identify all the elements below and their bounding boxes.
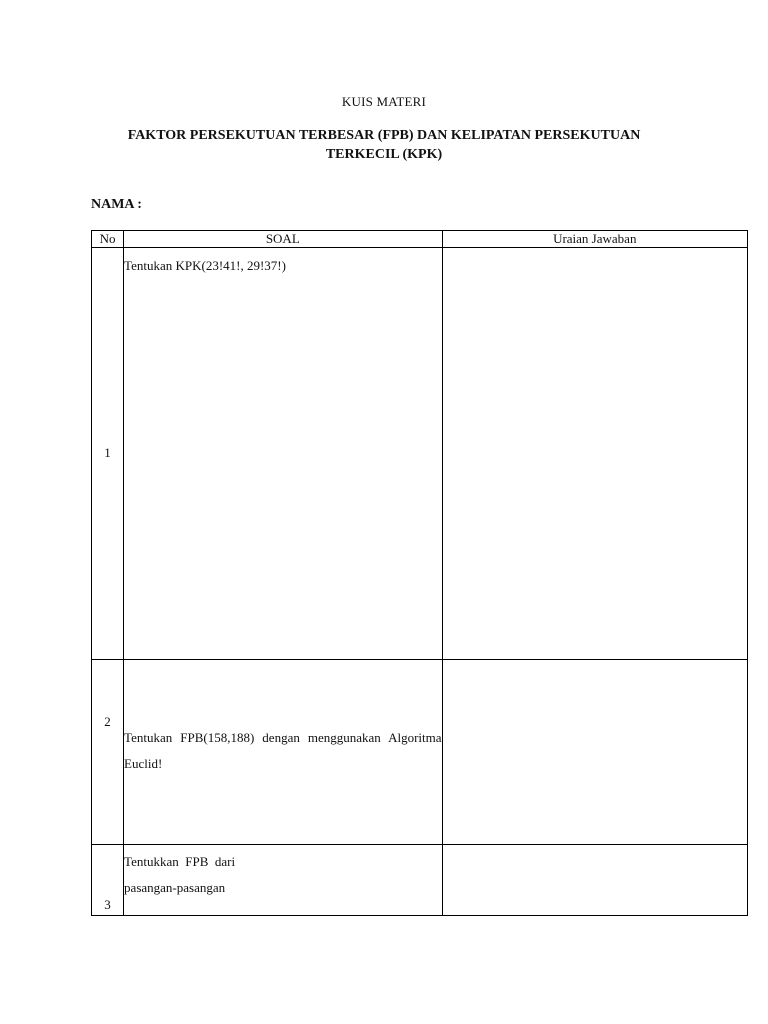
question-table (91, 230, 748, 916)
answer-cell[interactable] (442, 845, 747, 916)
row-number: 3 (92, 845, 124, 916)
header-soal: SOAL (124, 231, 442, 248)
table-header-row (92, 231, 748, 248)
header-jawaban: Uraian Jawaban (442, 231, 747, 248)
name-label: NAMA : (91, 197, 142, 212)
question-text: Tentukan KPK(23!41!, 29!37!) (124, 248, 442, 660)
title-line-2: TERKECIL (KPK) (325, 147, 443, 162)
document-title (90, 126, 678, 164)
table-row (92, 659, 748, 845)
table-row (92, 845, 748, 916)
header-no: No (92, 231, 124, 248)
quiz-heading: KUIS MATERI (341, 94, 427, 109)
question-line-1: Tentukkan FPB dari (124, 854, 236, 870)
row-number: 1 (92, 248, 124, 660)
question-text (124, 845, 442, 916)
title-line-1: FAKTOR PERSEKUTUAN TERBESAR (FPB) DAN KELIPATAN PERSEKUTUAN (127, 128, 641, 143)
row-number: 2 (92, 659, 124, 845)
answer-cell[interactable] (442, 659, 747, 845)
answer-cell[interactable] (442, 248, 747, 660)
table-row (92, 248, 748, 660)
question-text: Tentukan FPB(158,188) dengan menggunakan Algoritma Euclid! (124, 659, 442, 845)
question-line-2: pasangan-pasangan (124, 880, 226, 896)
